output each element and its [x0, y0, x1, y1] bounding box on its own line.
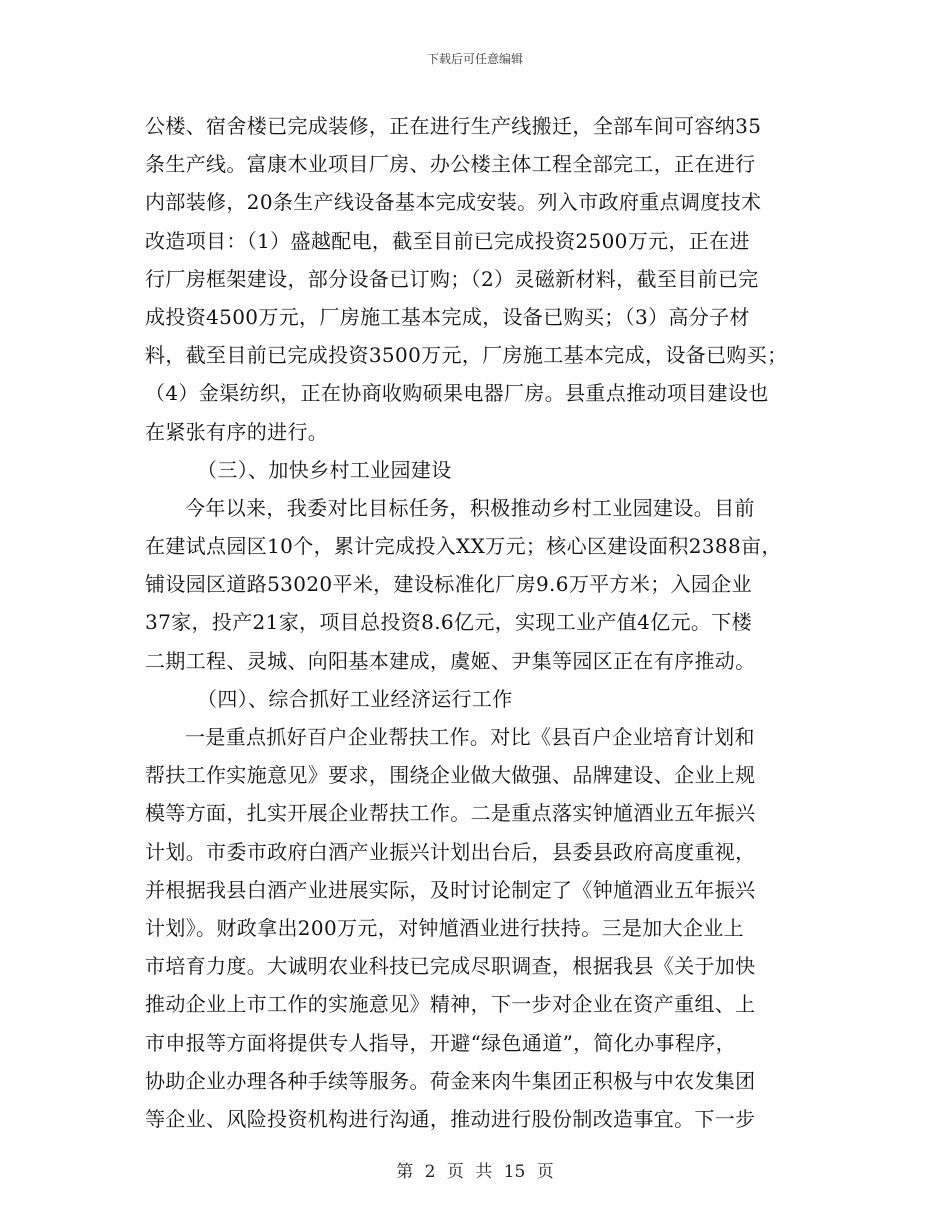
text-line: 二期工程、灵城、向阳基本建成，虞姬、尹集等园区正在有序推动。: [145, 648, 756, 673]
text-line: 协助企业办理各种手续等服务。荷金来肉牛集团正积极与中农发集团: [145, 1068, 756, 1093]
paragraph-first-line: 今年以来，我委对比目标任务，积极推动乡村工业园建设。目前: [185, 495, 755, 520]
section-heading: （四）、综合抓好工业经济运行工作: [197, 686, 513, 711]
text-line: 模等方面，扎实开展企业帮扶工作。二是重点落实钟馗酒业五年振兴: [145, 801, 756, 826]
text-line: 计划》。财政拿出200万元，对钟馗酒业进行扶持。三是加大企业上: [145, 915, 745, 940]
text-line: 在紧张有序的进行。: [145, 419, 329, 444]
text-line: （4）金渠纺织，正在协商收购硕果电器厂房。县重点推动项目建设也: [145, 381, 769, 406]
text-line: 市申报等方面将提供专人指导，开避“绿色通道”，简化办事程序，: [145, 1030, 736, 1055]
page-header: 下载后可任意编辑: [426, 52, 523, 66]
text-line: 等企业、风险投资机构进行沟通，推动进行股份制改造事宜。下一步: [145, 1106, 756, 1131]
body-text: [145, 107, 810, 1138]
text-line: 推动企业上市工作的实施意见》精神，下一步对企业在资产重组、上: [145, 992, 756, 1017]
text-line: 行厂房框架建设，部分设备已订购；（2）灵磁新材料，截至目前已完: [145, 266, 759, 291]
text-line: 公楼、宿舍楼已完成装修，正在进行生产线搬迁，全部车间可容纳35: [145, 114, 762, 138]
text-line: 在建试点园区10个，累计完成投入XX万元；核心区建设面积2388亩，: [145, 534, 782, 559]
page-footer: 第 2 页 共 15 页: [396, 1162, 554, 1182]
text-line: 成投资4500万元，厂房施工基本完成，设备已购买；（3）高分子材: [145, 304, 750, 329]
section-heading: （三）、加快乡村工业园建设: [197, 457, 452, 482]
text-line: 计划。市委市政府白酒产业振兴计划出台后，县委县政府高度重视，: [145, 839, 756, 864]
text-line: 并根据我县白酒产业进展实际，及时讨论制定了《钟馗酒业五年振兴: [145, 877, 756, 902]
text-line: 37家，投产21家，项目总投资8.6亿元，实现工业产值4亿元。下楼: [145, 610, 752, 635]
text-line: 改造项目：（1）盛越配电，截至目前已完成投资2500万元，正在进: [145, 228, 750, 253]
text-line: 条生产线。富康木业项目厂房、办公楼主体工程全部完工，正在进行: [145, 152, 756, 177]
text-line: 铺设园区道路53020平米，建设标准化厂房9.6万平方米；入园企业: [145, 572, 752, 597]
paragraph-first-line: 一是重点抓好百户企业帮扶工作。对比《县百户企业培育计划和: [185, 725, 755, 749]
text-line: 市培育力度。大诚明农业科技已完成尽职调查，根据我县《关于加快: [145, 954, 756, 979]
text-line: 帮扶工作实施意见》要求，围绕企业做大做强、品牌建设、企业上规: [145, 763, 756, 788]
text-line: 内部装修，20条生产线设备基本完成安装。列入市政府重点调度技术: [145, 190, 762, 215]
text-line: 料，截至目前已完成投资3500万元，厂房施工基本完成，设备已购买；: [145, 343, 788, 368]
